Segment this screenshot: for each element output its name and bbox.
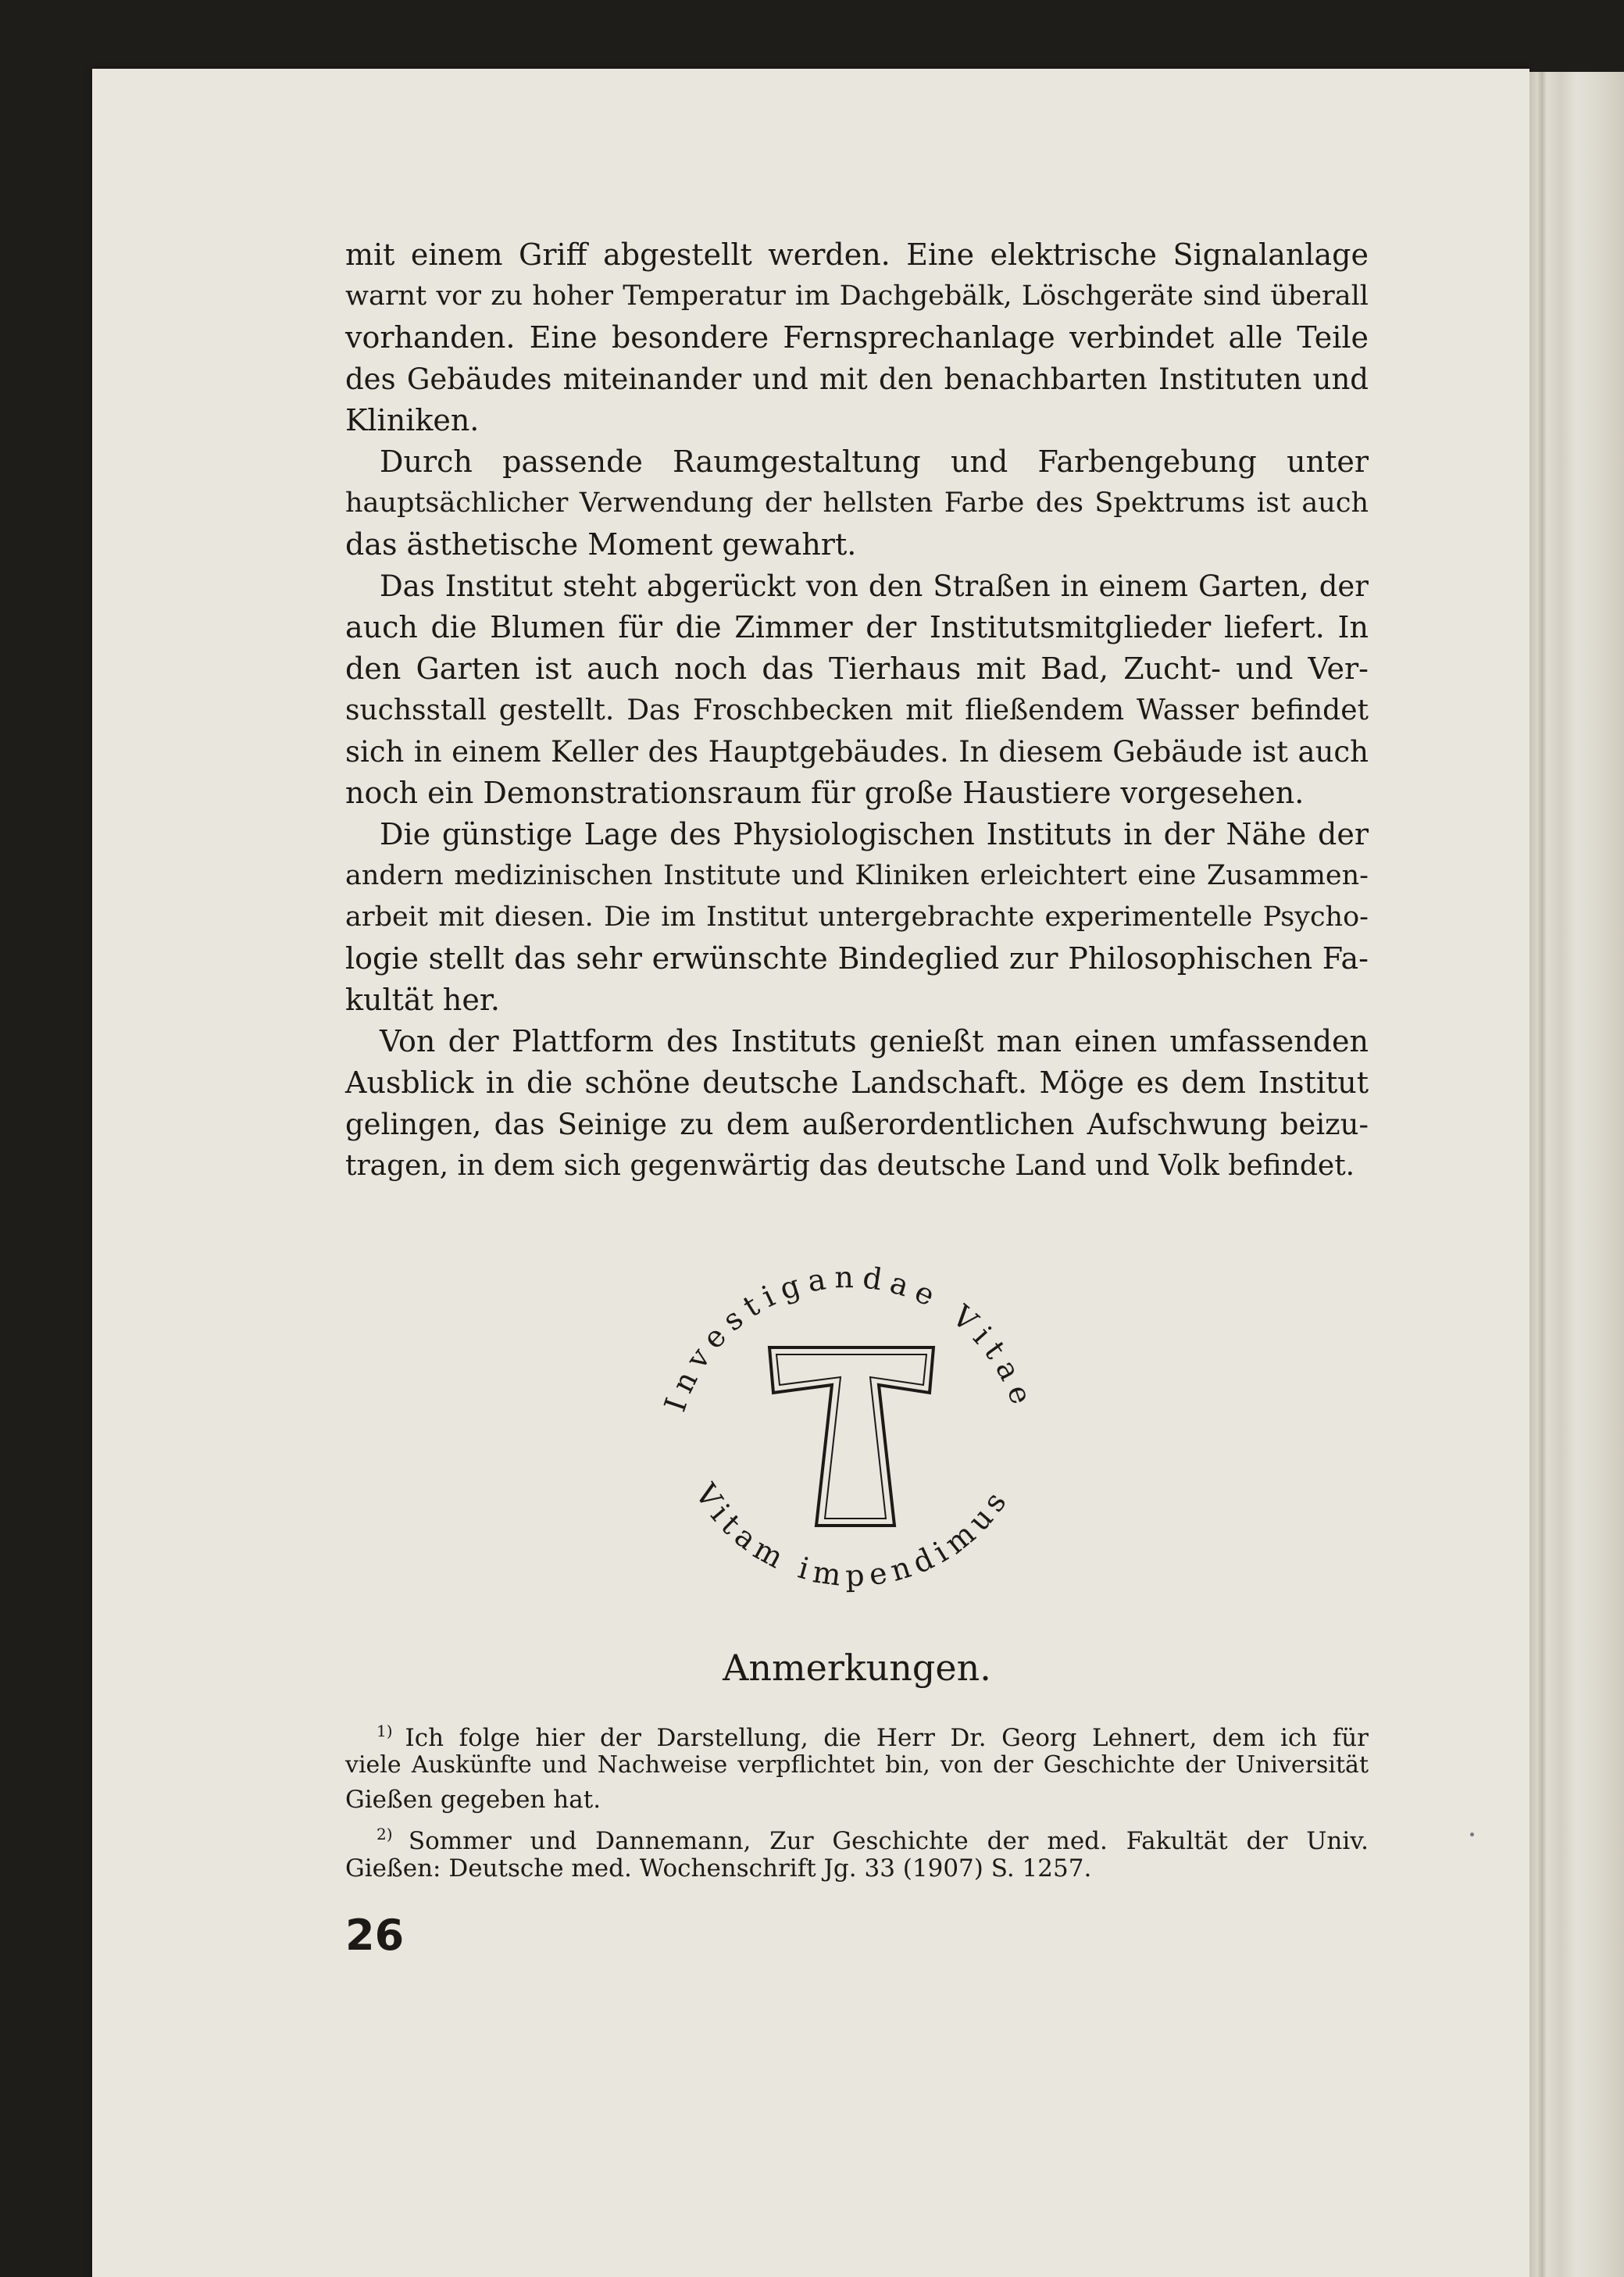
text-line: noch ein Demonstrationsraum für große Haustiere vorgesehen. [345,776,1305,810]
text-line: sich in einem Keller des Hauptgebäudes. In diesem Gebäude ist auch [345,735,1369,769]
institute-emblem [609,1250,1094,1594]
notes-heading: Anmerkungen. [723,1647,991,1689]
text-line: gelingen, das Seinige zu dem außerordentlichen Aufschwung beizu- [345,1108,1369,1141]
footnote-text: Ich folge hier der Darstellung, die Herr Dr. Georg Lehnert, dem ich für [405,1724,1369,1752]
text-line: vorhanden. Eine besondere Fernsprechanlage verbindet alle Teile [345,320,1369,355]
text-line: Ausblick in die schöne deutsche Landschaft. Möge es dem Institut [345,1065,1369,1100]
text-line: suchsstall gestellt. Das Froschbecken mit fließendem Wasser befindet [345,694,1369,726]
footnote-marker: 2) [377,1825,409,1843]
text-line: Durch passende Raumgestaltung und Farbengebung unter [380,444,1369,479]
text-line: logie stellt das sehr erwünschte Bindeglied zur Philosophischen Fa- [345,941,1369,976]
text-line: tragen, in dem sich gegenwärtig das deutsche Land und Volk befindet. [345,1150,1355,1182]
text-line: das ästhetische Moment gewahrt. [345,527,857,562]
text-line: kultät her. [345,983,500,1017]
text-line: warnt vor zu hoher Temperatur im Dachgebälk, Löschgeräte sind überall [345,280,1369,312]
footnote-line [345,1817,1369,1855]
footnote-text: Gießen gegeben hat. [345,1786,601,1814]
text-line: Die günstige Lage des Physiologischen Instituts in der Nähe der [380,817,1369,851]
footnote-line [345,1748,1369,1783]
footnote-text: Gießen: Deutsche med. Wochenschrift Jg. 33 (1907) S. 1257. [345,1854,1092,1883]
text-line: Das Institut steht abgerückt von den Straßen in einem Garten, der [380,569,1369,603]
text-line: auch die Blumen für die Zimmer der Institutsmitglieder liefert. In [345,610,1369,644]
tau-cross [769,1347,933,1526]
text-line: des Gebäudes miteinander und mit den benachbarten Instituten und [345,362,1369,396]
body-text [345,234,1369,1187]
text-line: Von der Plattform des Instituts genießt man einen umfassenden [380,1024,1369,1058]
footnote-line [345,1714,1369,1752]
footnote-line [345,1851,1369,1886]
text-line: hauptsächlicher Verwendung der hellsten Farbe des Spektrums ist auch [345,487,1369,519]
footnote-text: viele Auskünfte und Nachweise verpflichtet bin, von der Geschichte der Universität [345,1751,1369,1779]
text-line: Kliniken. [345,403,480,437]
paper-speck [1470,1833,1474,1836]
text-line: den Garten ist auch noch das Tierhaus mit Bad, Zucht- und Ver- [345,651,1369,686]
footnote-marker: 1) [377,1722,405,1740]
footnote-line [345,1783,1369,1817]
emblem-bottom-text: Vitam impendimus [688,1477,1017,1594]
footnote-text: Sommer und Dannemann, Zur Geschichte der med. Fakultät der Univ. [408,1827,1369,1855]
emblem-top-text: Investigandae Vitae [657,1259,1042,1416]
page-edge [1529,72,1624,2277]
page-number: 26 [345,1911,405,1960]
footnotes [345,1714,1369,1886]
text-line: arbeit mit diesen. Die im Institut untergebrachte experimentelle Psycho- [345,901,1369,933]
text-line: andern medizinischen Institute und Kliniken erleichtert eine Zusammen- [345,860,1369,891]
text-line: mit einem Griff abgestellt werden. Eine elektrische Signalanlage [345,237,1369,272]
